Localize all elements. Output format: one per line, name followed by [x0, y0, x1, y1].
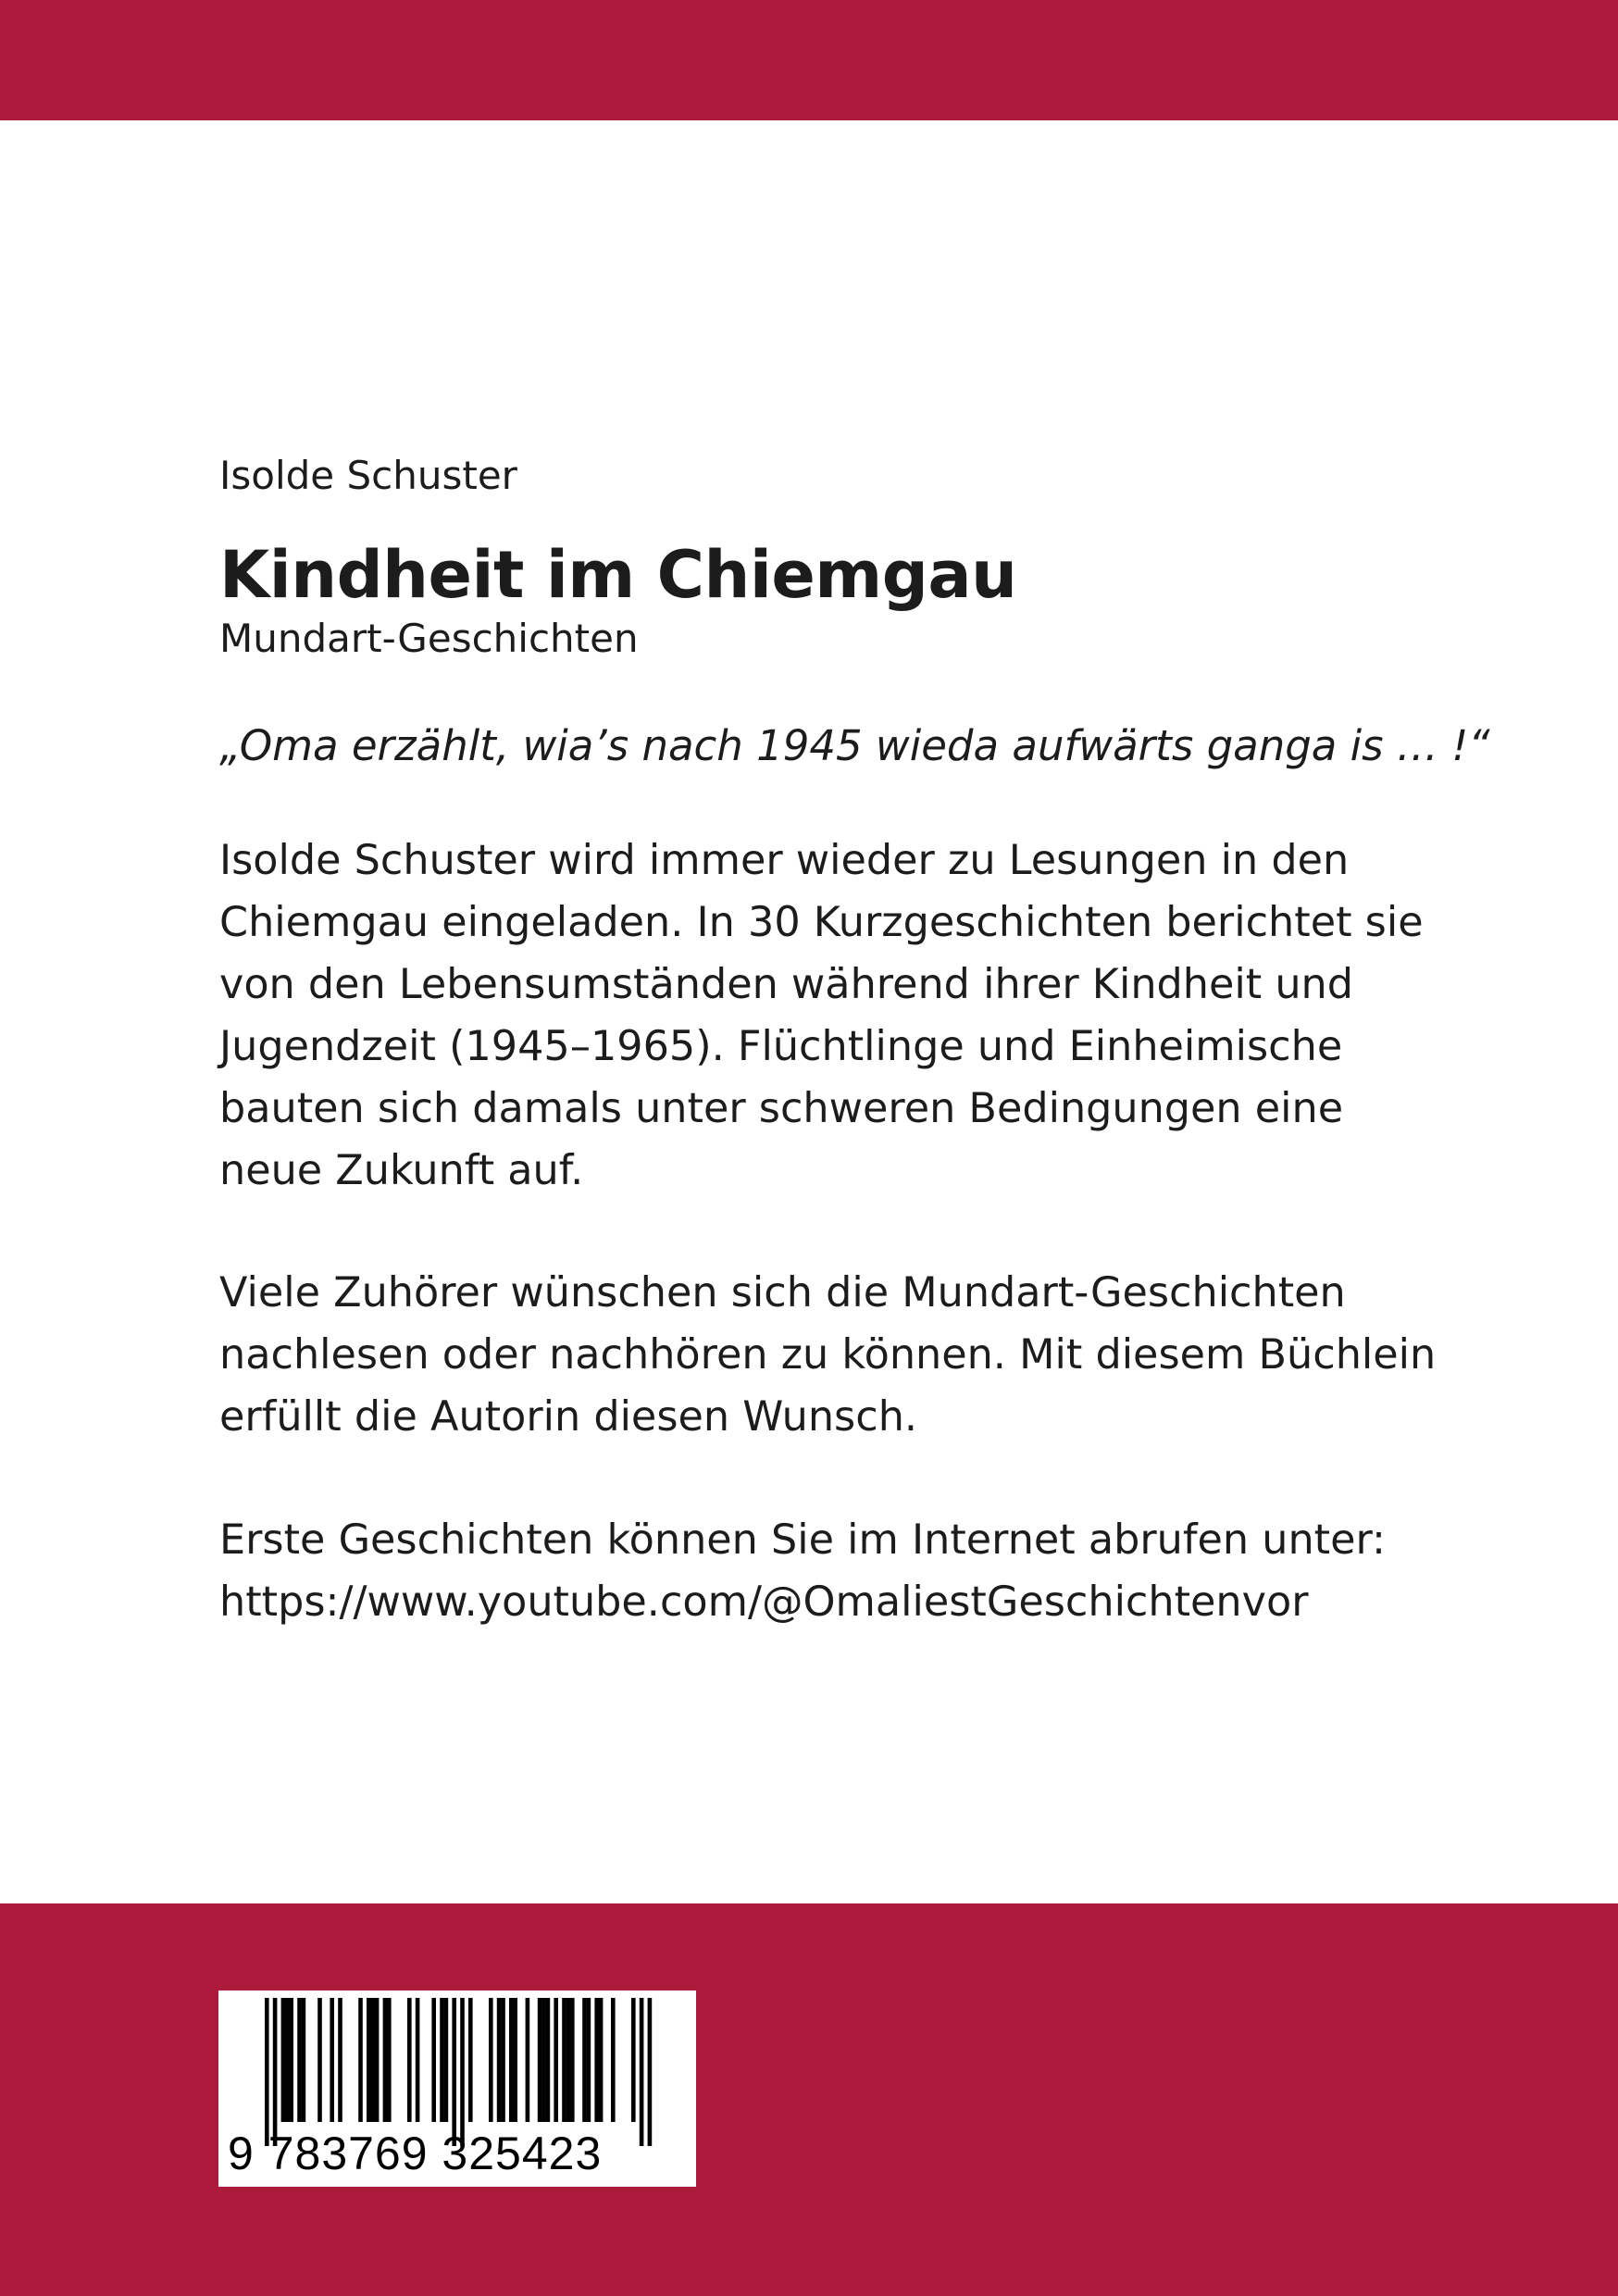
barcode-bar — [338, 1998, 342, 2122]
barcode-bar — [285, 1998, 290, 2122]
barcode-bar — [358, 1998, 363, 2122]
barcode-bar — [302, 1998, 306, 2122]
book-title: Kindheit im Chiemgau — [219, 537, 1017, 613]
barcode-bar — [513, 1998, 517, 2122]
listener-paragraph — [219, 1262, 1437, 1448]
text-line: Viele Zuhörer wünschen sich die Mundart-Geschichten — [219, 1269, 1346, 1316]
internet-paragraph — [219, 1509, 1423, 1633]
description-paragraph — [219, 830, 1423, 1202]
text-line: nachlesen oder nachhören zu können. Mit diesem Büchlein — [219, 1331, 1437, 1379]
barcode-bar — [273, 1998, 278, 2146]
barcode-bar — [431, 1998, 436, 2122]
barcode-bar — [509, 1998, 514, 2122]
text-line: Chiemgau eingeladen. In 30 Kurzgeschichten berichtet sie — [219, 899, 1424, 946]
barcode-bar — [265, 1998, 269, 2146]
barcode-bar — [554, 1998, 558, 2122]
barcode-bar — [570, 1998, 575, 2122]
barcode-bar — [538, 1998, 542, 2122]
barcode-bar — [541, 1998, 546, 2122]
text-line: Erste Geschichten können Sie im Internet abrufen unter: — [219, 1516, 1387, 1564]
barcode-bar — [375, 1998, 380, 2122]
barcode-bar — [566, 1998, 571, 2122]
barcode-bar — [383, 1998, 388, 2122]
book-subtitle: Mundart-Geschichten — [219, 616, 639, 661]
author-name: Isolde Schuster — [219, 453, 517, 498]
barcode-bar — [489, 1998, 493, 2122]
barcode-bar — [297, 1998, 302, 2122]
barcode-bar — [468, 1998, 473, 2122]
barcode-bar — [562, 1998, 566, 2122]
barcode-bar — [582, 1998, 587, 2122]
barcode-bar — [330, 1998, 334, 2122]
barcode-bar — [587, 1998, 591, 2122]
barcode-bar — [317, 1998, 322, 2122]
barcode-bar — [281, 1998, 286, 2122]
barcode-bar — [546, 1998, 551, 2122]
top-color-band — [0, 0, 1618, 120]
barcode-bar — [460, 1998, 465, 2146]
barcode-bar — [648, 1998, 653, 2146]
isbn-barcode — [218, 1990, 696, 2187]
barcode-bar — [631, 1998, 636, 2122]
text-line: von den Lebensumständen während ihrer Kindheit und — [219, 961, 1353, 1008]
barcode-bar — [501, 1998, 505, 2122]
text-line: Isolde Schuster wird immer wieder zu Lesungen in den — [219, 837, 1350, 884]
barcode-bar — [416, 1998, 420, 2122]
youtube-url: https://www.youtube.com/@OmaliestGeschichtenvor — [219, 1578, 1309, 1626]
barcode-bar — [407, 1998, 412, 2122]
barcode-bar — [611, 1998, 616, 2122]
barcode-bar — [526, 1998, 530, 2122]
barcode-bar — [594, 1998, 599, 2122]
text-line: neue Zukunft auf. — [219, 1147, 584, 1194]
text-line: erfüllt die Autorin diesen Wunsch. — [219, 1393, 918, 1441]
barcode-bar — [367, 1998, 371, 2122]
barcode-bar — [599, 1998, 604, 2122]
barcode-bar — [452, 1998, 456, 2146]
barcode-bar — [387, 1998, 392, 2122]
barcode-bar — [440, 1998, 444, 2122]
barcode-bar — [289, 1998, 293, 2122]
isbn-number: 9 783769 325423 — [228, 2128, 603, 2179]
text-line: Jugendzeit (1945–1965). Flüchtlinge und Einheimische — [219, 1023, 1343, 1070]
barcode-bar — [370, 1998, 375, 2122]
tagline-quote: „Oma erzählt, wia’s nach 1945 wieda aufwärts ganga is … !“ — [219, 721, 1490, 770]
barcode-bar — [497, 1998, 502, 2122]
barcode-bar — [444, 1998, 449, 2122]
barcode-bar — [640, 1998, 644, 2146]
text-line: bauten sich damals unter schweren Bedingungen eine — [219, 1085, 1344, 1132]
